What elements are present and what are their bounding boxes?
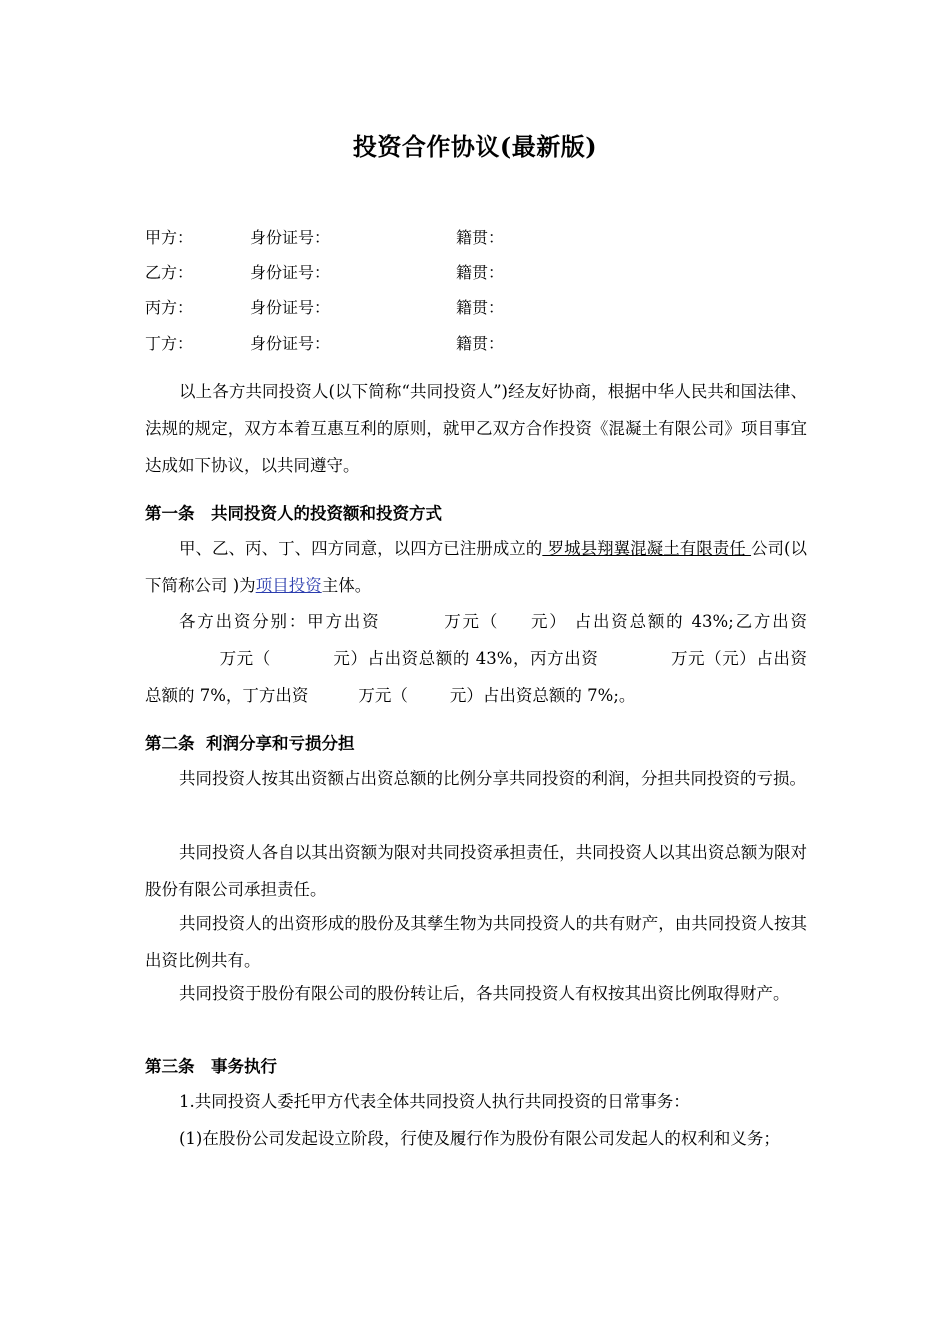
- article-3-paragraph-1: 1.共同投资人委托甲方代表全体共同投资人执行共同投资的日常事务：: [179, 1092, 690, 1111]
- document-title: 投资合作协议(最新版): [352, 132, 598, 161]
- text-run: 元）占出资总额的 43%，丙方出资: [332, 649, 599, 668]
- company-name: 罗城县翔翼混凝土有限责任: [542, 539, 752, 558]
- text-run: 万元（: [358, 686, 408, 705]
- article-1-paragraph-2: [145, 603, 807, 714]
- id-number-label: 身份证号：: [250, 228, 331, 247]
- text-run: 元） 占出资总额的 43%;乙方出资: [529, 612, 808, 631]
- id-number-label: 身份证号：: [250, 298, 331, 317]
- origin-label: 籍贯：: [456, 298, 505, 317]
- text-run: 元）占出资总额的 7%;。: [449, 686, 636, 705]
- text-run: 公司(以下简称公司 )为: [145, 539, 808, 595]
- origin-label: 籍贯：: [456, 334, 505, 353]
- article-1-paragraph-1: [145, 530, 807, 604]
- article-2-paragraph-4: 共同投资于股份有限公司的股份转让后，各共同投资人有权按其出资比例取得财产。: [179, 984, 790, 1003]
- article-2-paragraph-2: 共同投资人各自以其出资额为限对共同投资承担责任，共同投资人以其出资总额为限对股份有限公司承担责任。: [145, 843, 807, 899]
- article-3-paragraph-2: (1)在股份公司发起设立阶段，行使及履行作为股份有限公司发起人的权利和义务；: [179, 1129, 780, 1148]
- article-2-paragraph-3: 共同投资人的出资形成的股份及其孳生物为共同投资人的共有财产，由共同投资人按其出资比例共有。: [145, 914, 807, 970]
- party-role: 乙方：: [145, 263, 194, 282]
- text-run: 万元（: [670, 649, 723, 668]
- article-2-paragraph-1: 共同投资人按其出资额占出资总额的比例分享共同投资的利润，分担共同投资的亏损。: [179, 769, 806, 788]
- text-run: 元）占出资总额的 7%，丁方出资: [145, 649, 807, 705]
- text-run: 万元（: [442, 612, 500, 631]
- origin-label: 籍贯：: [456, 263, 505, 282]
- id-number-label: 身份证号：: [250, 263, 331, 282]
- text-run: 万元（: [219, 649, 271, 668]
- article-1-heading: 第一条 共同投资人的投资额和投资方式: [145, 504, 442, 523]
- party-role: 丁方：: [145, 334, 194, 353]
- article-2-heading: 第二条 利润分享和亏损分担: [145, 734, 355, 753]
- origin-label: 籍贯：: [456, 228, 505, 247]
- text-run: 各方出资分别：甲方出资: [179, 612, 381, 631]
- article-3-heading: 第三条 事务执行: [145, 1057, 277, 1076]
- intro-paragraph: 以上各方共同投资人(以下简称“共同投资人”)经友好协商，根据中华人民共和国法律、法规的规定，双方本着互惠互利的原则，就甲乙双方合作投资《混凝土有限公司》项目事宜达成如下协议，以共同遵守。: [145, 382, 807, 475]
- text-run: 甲、乙、丙、丁、四方同意，以四方已注册成立的: [179, 539, 543, 558]
- id-number-label: 身份证号：: [250, 334, 331, 353]
- party-role: 丙方：: [145, 298, 194, 317]
- text-run: 主体。: [321, 576, 372, 595]
- party-role: 甲方：: [145, 228, 194, 247]
- project-investment-link[interactable]: 项目投资: [255, 576, 322, 595]
